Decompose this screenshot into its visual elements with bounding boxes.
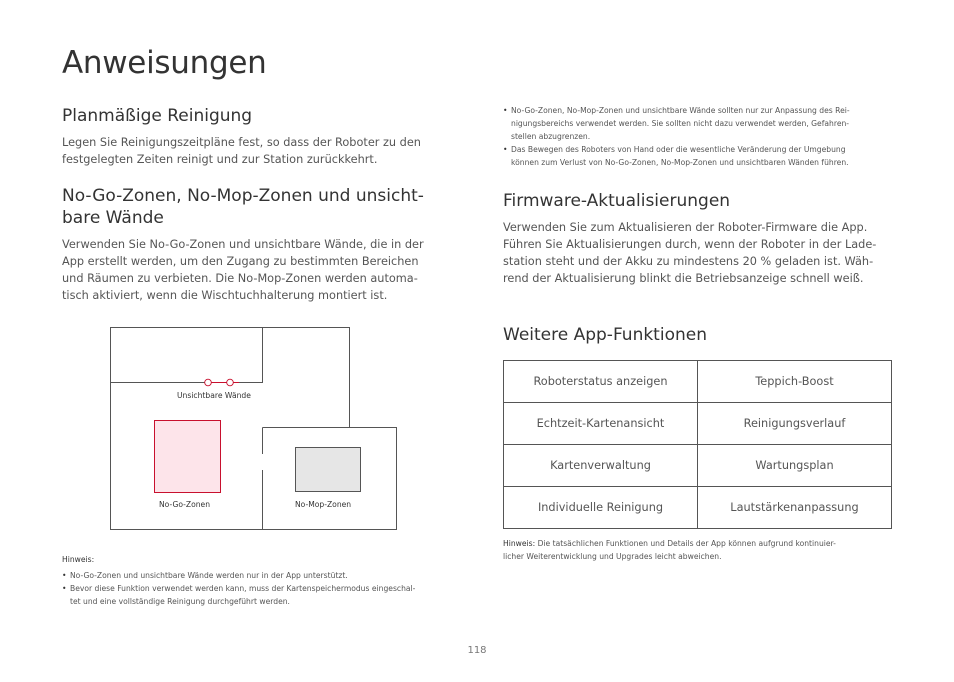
invisible-wall-endpoint: [205, 379, 212, 386]
page-title: Anweisungen: [62, 45, 267, 81]
text-line: • Bevor diese Funktion verwendet werden kann, muss der Kartenspeichermodus eingeschal-: [70, 584, 416, 593]
text-line: tet und eine vollständige Reinigung durchgeführt werden.: [70, 597, 290, 606]
table-cell: Lautstärkenanpassung: [698, 487, 892, 529]
text-line: • No-Go-Zonen und unsichtbare Wände werden nur in der App unterstützt.: [70, 571, 348, 580]
zones-warning-list: [503, 104, 903, 169]
text-line: App erstellt werden, um den Zugang zu bestimmten Bereichen: [62, 255, 419, 268]
table-cell: Roboterstatus anzeigen: [504, 361, 698, 403]
table-row: [504, 403, 892, 445]
text-line: nigungsbereichs verwendet werden. Sie sollten nicht dazu verwendet werden, Gefahren-: [511, 119, 850, 128]
inner-wall: [239, 328, 263, 383]
text-line: • Das Bewegen des Roboters von Hand oder die wesentliche Veränderung der Umgebung: [511, 145, 846, 154]
firmware-text: [503, 219, 903, 287]
no-mop-zone-label: No-Mop-Zonen: [295, 500, 352, 509]
text-line: Legen Sie Reinigungszeitpläne fest, so dass der Roboter zu den: [62, 136, 421, 149]
text-line: stellen abzugrenzen.: [511, 132, 591, 141]
text-line: station steht und der Akku zu mindestens 20 % geladen ist. Wäh-: [503, 255, 874, 268]
no-go-zone-label: No-Go-Zonen: [159, 500, 211, 509]
table-cell: Wartungsplan: [698, 445, 892, 487]
list-item: [503, 104, 903, 143]
heading-line: No-Go-Zonen, No-Mop-Zonen und unsicht-: [62, 186, 424, 206]
page-number: 118: [467, 645, 487, 656]
table-cell: Echtzeit-Kartenansicht: [504, 403, 698, 445]
no-mop-zone: [296, 448, 361, 492]
features-note: [503, 537, 903, 563]
no-go-zone: [155, 421, 221, 493]
text-line: tisch aktiviert, wenn die Wischtuchhalterung montiert ist.: [62, 289, 388, 302]
note-label: Hinweis:: [503, 539, 536, 548]
features-table: [503, 360, 892, 529]
table-row: [504, 445, 892, 487]
table-row: [504, 487, 892, 529]
note-list: [62, 569, 462, 608]
text-line: rend der Aktualisierung blinkt die Betriebsanzeige schnell weiß.: [503, 272, 864, 285]
text-line: festgelegten Zeiten reinigt und zur Station zurückkehrt.: [62, 153, 378, 166]
table-cell: Teppich-Boost: [698, 361, 892, 403]
text-line: [503, 537, 903, 550]
text-line: • No-Go-Zonen, No-Mop-Zonen und unsichtbare Wände sollten nur zur Anpassung des Rei-: [511, 106, 850, 115]
more-features-heading: Weitere App-Funktionen: [503, 325, 707, 345]
outer-wall: [111, 328, 397, 530]
heading-line: bare Wände: [62, 208, 164, 228]
list-item: [503, 143, 903, 169]
list-item: [62, 569, 462, 582]
zones-heading: [62, 185, 462, 229]
text-line: können zum Verlust von No-Go-Zonen, No-Mop-Zonen und unsichtbaren Wänden führen.: [511, 158, 849, 167]
scheduled-cleaning-text: [62, 134, 462, 168]
note-text: Die tatsächlichen Funktionen und Details der App können aufgrund kontinuier-: [537, 539, 836, 548]
list-item: [62, 582, 462, 608]
text-line: Verwenden Sie No-Go-Zonen und unsichtbare Wände, die in der: [62, 238, 424, 251]
text-line: und Räumen zu verbieten. Die No-Mop-Zonen werden automa-: [62, 272, 418, 285]
text-line: Führen Sie Aktualisierungen durch, wenn der Roboter in der Lade-: [503, 238, 877, 251]
zones-diagram: [110, 327, 397, 530]
note-label: Hinweis:: [62, 555, 95, 564]
firmware-heading: Firmware-Aktualisierungen: [503, 191, 731, 211]
table-cell: Individuelle Reinigung: [504, 487, 698, 529]
scheduled-cleaning-heading: Planmäßige Reinigung: [62, 106, 253, 126]
table-cell: Kartenverwaltung: [504, 445, 698, 487]
floor-plan: [110, 327, 397, 530]
invisible-wall-label: Unsichtbare Wände: [177, 391, 251, 400]
text-line: licher Weiterentwicklung und Upgrades leicht abweichen.: [503, 552, 722, 561]
text-line: Verwenden Sie zum Aktualisieren der Roboter-Firmware die App.: [503, 221, 868, 234]
table-cell: Reinigungsverlauf: [698, 403, 892, 445]
zones-text: [62, 236, 462, 304]
table-row: [504, 361, 892, 403]
invisible-wall-endpoint: [227, 379, 234, 386]
